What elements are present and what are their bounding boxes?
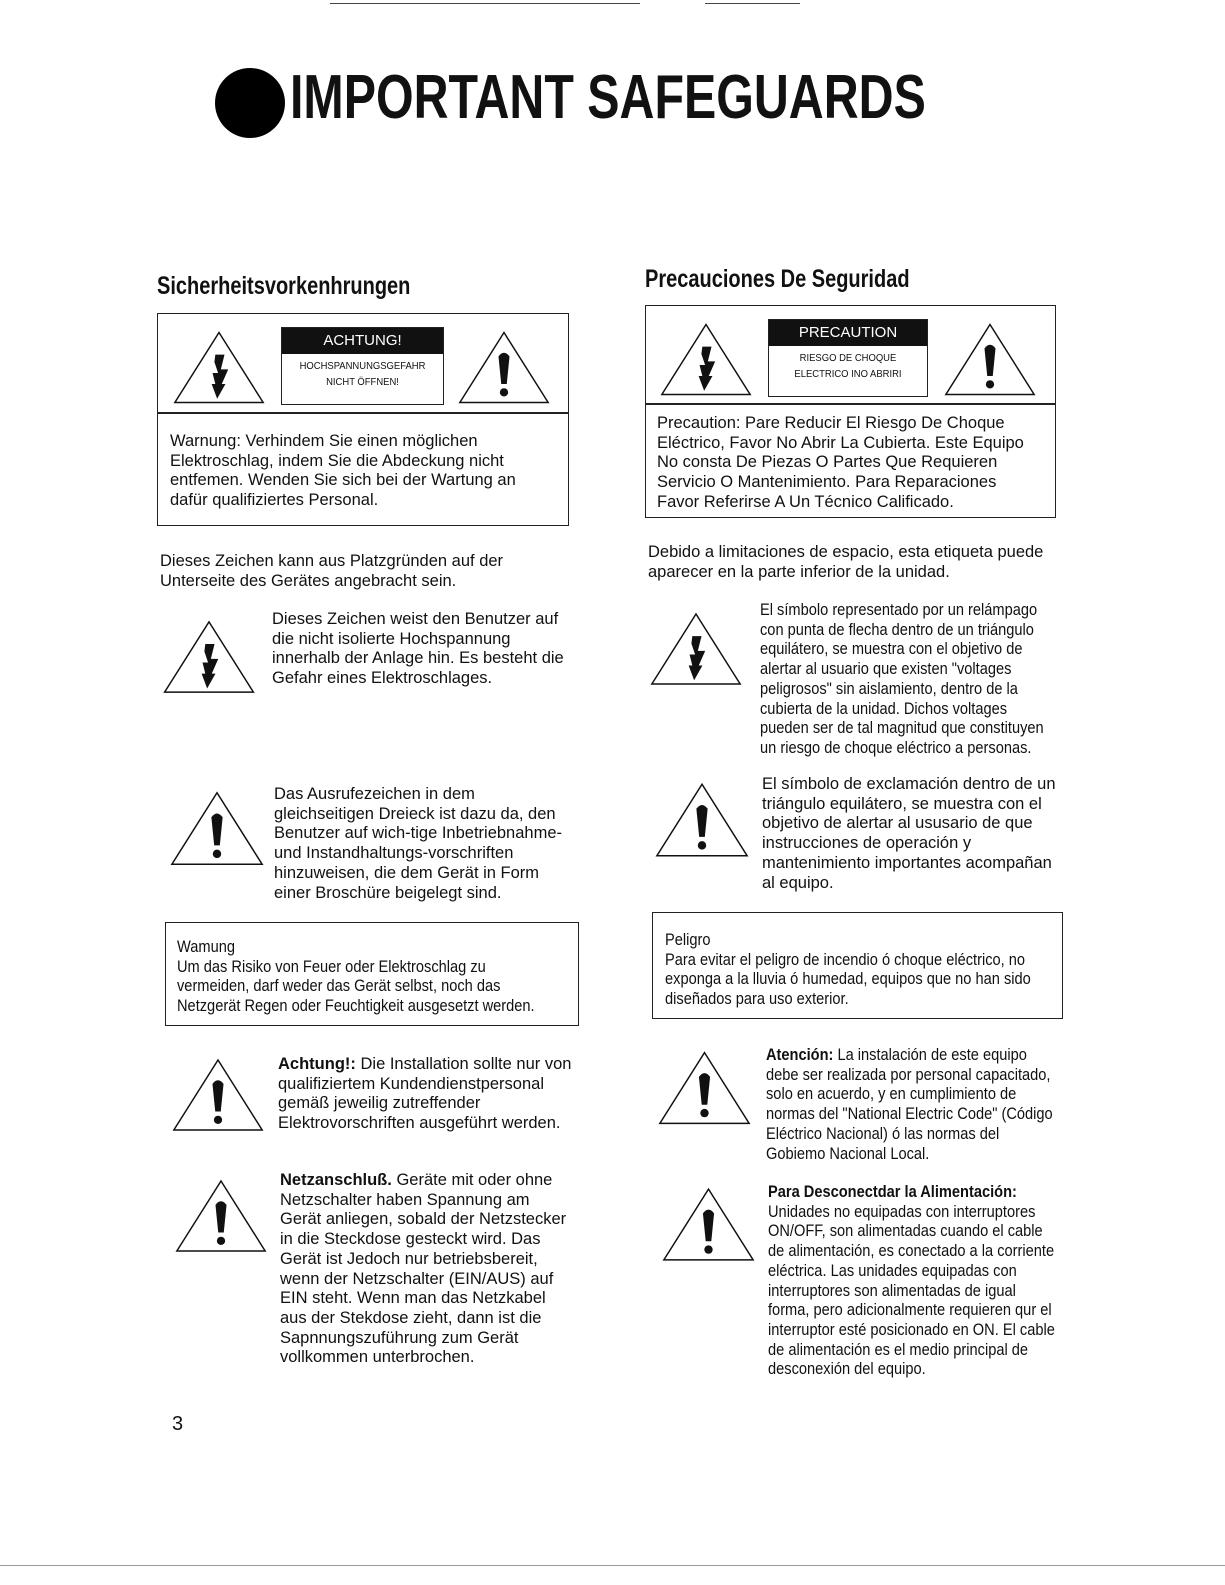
text-line: Gobiemo Nacional Local. <box>766 1143 930 1163</box>
box-divider <box>158 412 568 414</box>
text-line: ON/OFF, son alimentadas cuando el cable <box>768 1221 1043 1241</box>
text-block <box>657 414 1024 513</box>
text-line: Gerät ist Jedoch nur betriebsbereit, <box>280 1249 538 1268</box>
text-block <box>160 552 503 591</box>
text-line: Warnung: Verhindem Sie einen möglichen <box>170 432 478 450</box>
text-line: entfemen. Wenden Sie sich bei der Wartung an <box>170 471 516 490</box>
german-heading: Sicherheitsvorkenhrungen <box>157 272 411 300</box>
text-line: NICHT ÖFFNEN! <box>326 376 399 388</box>
text-line: dafür qualifiziertes Personal. <box>170 491 379 510</box>
text-line: Servicio O Mantenimiento. Para Reparaciones <box>657 473 997 492</box>
text-line: Dieses Zeichen weist den Benutzer auf <box>272 610 559 628</box>
text-line: con punta de flecha dentro de un triángulo <box>760 619 1034 639</box>
text-line: Gerät anliegen, sobald der Netzstecker <box>280 1210 567 1229</box>
german-danger-box <box>165 922 579 1026</box>
text-block <box>170 432 516 511</box>
lightning-triangle-icon <box>160 620 258 694</box>
text-line: un riesgo de choque eléctrico a personas. <box>760 737 1032 757</box>
netzanschluss-paragraph <box>280 1171 566 1368</box>
exclamation-triangle-icon <box>944 322 1036 397</box>
text-line: objetivo de alertar al ususario de que <box>762 814 1033 833</box>
caution-label-title: ACHTUNG! <box>282 328 443 354</box>
caution-label <box>768 319 928 397</box>
text-line: El símbolo de exclamación dentro de un <box>762 775 1056 793</box>
text-line: forma, pero adicionalmente requieren qur el <box>768 1300 1052 1320</box>
text-line: normas del "National Electric Code" (Código <box>766 1104 1053 1124</box>
text-line: Favor Referirse A Un Técnico Calificado. <box>657 492 954 511</box>
text-line: alertar al usuario que existen "voltages <box>760 659 1012 679</box>
text-line: Dieses Zeichen kann aus Platzgründen auf der <box>160 552 504 570</box>
text-line: Unterseite des Gerätes angebracht sein. <box>160 571 457 590</box>
desconectar-paragraph <box>768 1182 1055 1379</box>
text-block <box>278 1075 571 1134</box>
text-line: ELECTRICO INO ABRIRI <box>794 368 902 380</box>
text-line: interruptor esté posicionado en ON. El cable <box>768 1319 1055 1339</box>
german-warning-box <box>157 313 569 526</box>
text-line: Elektroschlag, indem Sie die Abdeckung nicht <box>170 451 504 470</box>
text-block <box>290 358 435 390</box>
text-line: Debido a limitaciones de espacio, esta etiqueta puede <box>648 543 1044 561</box>
atencion-lead: Atención: <box>766 1045 834 1064</box>
text-line: vermeiden, darf weder das Gerät selbst, noch das <box>177 976 501 996</box>
achtung-paragraph <box>278 1055 571 1134</box>
text-line: Wamung <box>177 937 235 956</box>
text-line: Sapnnungszuführung zum Gerät <box>280 1328 519 1347</box>
text-line: La instalación de este equipo <box>833 1045 1027 1064</box>
text-block <box>274 785 562 903</box>
text-line: aparecer en la parte inferior de la unidad. <box>648 562 950 581</box>
text-line: cubierta de la unidad. Dichos voltages <box>760 698 1008 718</box>
text-line: Precaution: Pare Reducir El Riesgo De Choque <box>657 414 1005 432</box>
desconectar-lead: Para Desconectdar la Alimentación: <box>768 1182 1017 1201</box>
page-title: IMPORTANT SAFEGUARDS <box>290 63 926 132</box>
box-divider <box>646 403 1055 405</box>
text-block <box>648 543 1043 582</box>
text-line: hinzuweisen, die dem Gerät in Form <box>274 863 540 882</box>
text-line: wenn der Netzschalter (EIN/AUS) auf <box>280 1269 554 1288</box>
top-rule <box>705 3 800 4</box>
spanish-warning-box <box>645 305 1056 518</box>
text-line: Peligro <box>665 930 711 949</box>
text-line: EIN steht. Wenn man das Netzkabel <box>280 1289 546 1308</box>
text-line: triángulo equilátero, se muestra con el <box>762 794 1042 813</box>
lightning-triangle-icon <box>660 322 752 397</box>
title-bullet-icon <box>215 68 285 138</box>
exclamation-triangle-icon <box>662 1186 755 1263</box>
text-line: Die Installation sollte nur von <box>355 1055 572 1073</box>
text-block <box>768 1202 1055 1379</box>
top-rule <box>330 3 640 4</box>
text-line: desconexión del equipo. <box>768 1359 926 1379</box>
text-line: equilátero, se muestra con el objetivo de <box>760 639 1023 659</box>
text-block <box>280 1191 566 1368</box>
text-line: al equipo. <box>762 873 834 892</box>
text-line: mantenimiento importantes acompañan <box>762 853 1052 872</box>
text-line: in die Steckdose gesteckt wird. Das <box>280 1230 541 1249</box>
text-block <box>665 930 1031 1009</box>
text-line: HOCHSPANNUNGSGEFAHR <box>299 360 426 372</box>
text-line: die nicht isolierte Hochspannung <box>272 629 511 648</box>
text-line: eléctrica. Las unidades equipadas con <box>768 1260 1017 1280</box>
lightning-triangle-icon <box>650 610 742 688</box>
exclamation-triangle-icon <box>458 330 550 405</box>
bottom-rule <box>0 1565 1225 1566</box>
text-line: Para evitar el peligro de incendio ó choque eléctrico, no <box>665 949 1026 969</box>
exclamation-triangle-icon <box>175 1178 267 1254</box>
atencion-paragraph <box>766 1045 1053 1163</box>
text-line: interruptores son alimentadas de igual <box>768 1280 1016 1300</box>
text-line: qualifiziertem Kundendienstpersonal <box>278 1074 544 1093</box>
page-number: 3 <box>172 1413 184 1435</box>
text-block <box>762 775 1056 893</box>
text-line: Benutzer auf wich-tige Inbetriebnahme- <box>274 824 562 843</box>
text-line: No consta De Piezas O Partes Que Requieren <box>657 453 998 472</box>
spanish-danger-box <box>652 912 1063 1019</box>
caution-label-title: PRECAUTION <box>769 320 927 346</box>
text-line: Unidades no equipadas con interruptores <box>768 1201 1036 1221</box>
text-line: innerhalb der Anlage hin. Es besteht die <box>272 649 564 668</box>
text-line: Eléctrico Nacional) ó las normas del <box>766 1123 1000 1143</box>
text-line: Das Ausrufezeichen in dem <box>274 785 475 803</box>
text-line: debe ser realizada por personal capacitado, <box>766 1064 1051 1084</box>
text-line: gemäß jeweilig zutreffender <box>278 1094 481 1113</box>
text-line: Eléctrico, Favor No Abrir La Cubierta. Este Equipo <box>657 433 1024 452</box>
text-line: exponga a la lluvia ó humedad, equipos que no han sido <box>665 969 1031 989</box>
text-block <box>177 937 535 1016</box>
text-line: diseñados para uso exterior. <box>665 989 849 1009</box>
lightning-triangle-icon <box>173 330 265 405</box>
caution-label <box>281 327 444 405</box>
text-line: de alimentación, es conectado a la corriente <box>768 1241 1055 1261</box>
text-line: aus der Stekdose zieht, dann ist die <box>280 1308 542 1327</box>
text-line: Netzschalter haben Spannung am <box>280 1190 530 1209</box>
text-line: peligrosos" sin aislamiento, dentro de la <box>760 678 1018 698</box>
text-line: El símbolo representado por un relámpago <box>760 600 1038 619</box>
text-block <box>760 600 1044 758</box>
text-line: Gefahr eines Elektroschlages. <box>272 669 493 688</box>
exclamation-triangle-icon <box>658 1050 751 1126</box>
text-line: RIESGO DE CHOQUE <box>799 352 897 364</box>
text-line: pueden ser de tal magnitud que constituyen <box>760 718 1044 738</box>
text-line: Geräte mit oder ohne <box>391 1171 553 1189</box>
text-block <box>777 350 919 382</box>
text-block <box>272 610 564 689</box>
text-line: Elektrovorschriften ausgeführt werden. <box>278 1114 561 1133</box>
exclamation-triangle-icon <box>170 790 264 867</box>
exclamation-triangle-icon <box>172 1057 264 1133</box>
text-line: und Instandhaltungs-vorschriften <box>274 844 514 863</box>
text-line: Netzgerät Regen oder Feuchtigkeit ausgesetzt werden. <box>177 996 535 1016</box>
text-line: einer Broschüre beigelegt sind. <box>274 883 502 902</box>
text-line: gleichseitigen Dreieck ist dazu da, den <box>274 804 556 823</box>
netzanschluss-lead: Netzanschluß. <box>280 1171 392 1189</box>
text-line: Um das Risiko von Feuer oder Elektroschlag zu <box>177 956 486 976</box>
text-block <box>766 1065 1053 1164</box>
spanish-heading: Precauciones De Seguridad <box>645 265 910 293</box>
text-line: de alimentación es el medio principal de <box>768 1339 1029 1359</box>
exclamation-triangle-icon <box>655 782 749 858</box>
text-line: vollkommen unterbrochen. <box>280 1348 475 1367</box>
text-line: instrucciones de operación y <box>762 834 972 853</box>
text-line: solo en acuerdo, y en cumplimiento de <box>766 1084 1017 1104</box>
achtung-lead: Achtung!: <box>278 1055 356 1073</box>
